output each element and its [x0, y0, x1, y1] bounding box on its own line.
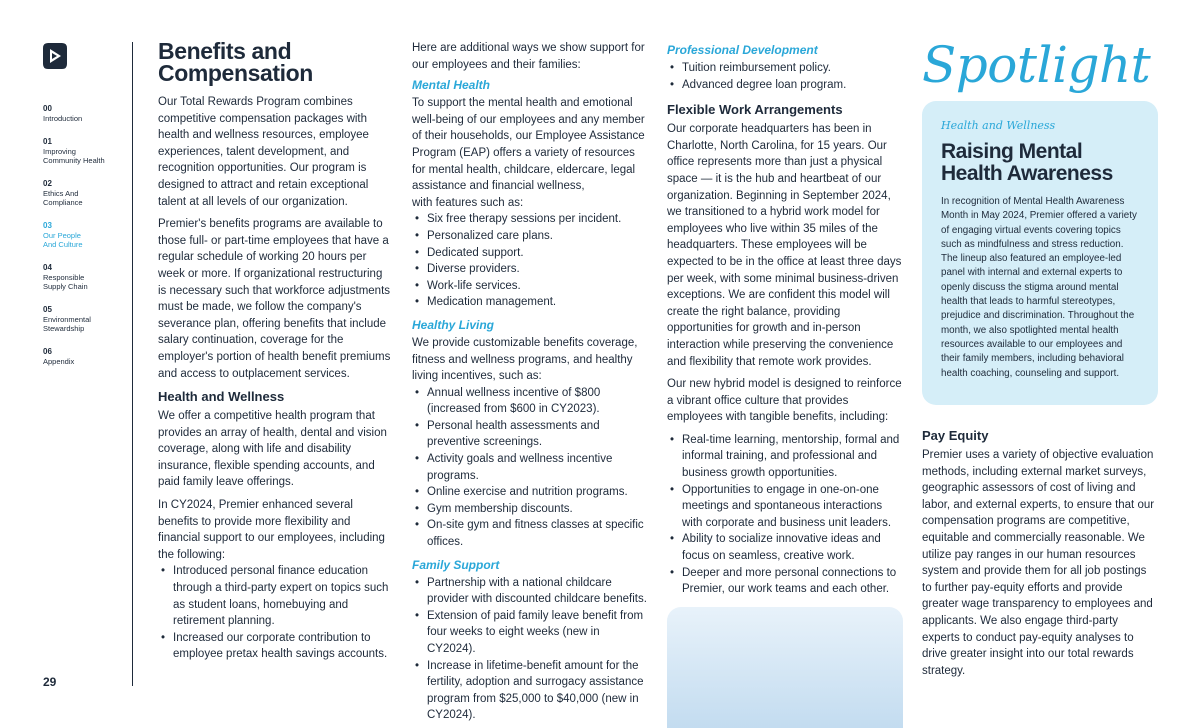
nav-divider — [132, 42, 133, 686]
nav-item-number: 03 — [43, 221, 52, 230]
bullet-list — [158, 563, 392, 663]
nav-item-number: 04 — [43, 263, 52, 272]
nav-item-introduction[interactable] — [43, 104, 133, 123]
bullet-list — [667, 432, 905, 598]
pay-equity-section — [922, 425, 1158, 685]
list-item: • Opportunities to engage in one-on-one meetings and spontaneous interactions with corporate and business unit leaders. — [667, 482, 905, 532]
nav-item-number: 02 — [43, 179, 52, 188]
list-item: • Medication management. — [412, 294, 650, 311]
paragraph: We provide customizable benefits coverage, fitness and wellness programs, and healthy living incentives, such as: — [412, 336, 638, 383]
photo-placeholder — [667, 607, 903, 728]
paragraph: To support the mental health and emotional well-being of our employees and any member of their households, our Employee Assistance Program (EAP) offers a variety of resources for mental health, childcare, eldercare, legal assistance and financial wellness, — [412, 97, 645, 193]
nav-item-label: Ethics And Compliance — [43, 189, 83, 207]
development-column — [667, 40, 905, 604]
list-item: • Gym membership discounts. — [412, 501, 650, 518]
list-item: • Personal health assessments and preventive screenings. — [412, 418, 650, 451]
nav-item-improving-community-health[interactable] — [43, 137, 133, 165]
spotlight-heading: Raising Mental Health Awareness — [941, 140, 1113, 185]
list-item: • Activity goals and wellness incentive programs. — [412, 451, 650, 484]
paragraph: Our new hybrid model is designed to reinforce a vibrant office culture that provides employees with tangible benefits, including: — [667, 378, 902, 424]
section-heading: Family Support — [412, 557, 500, 572]
premier-logo-icon[interactable] — [42, 42, 68, 70]
nav-item-environmental-stewardship[interactable] — [43, 305, 133, 333]
nav-item-number: 01 — [43, 137, 52, 146]
paragraph: Our corporate headquarters has been in Charlotte, North Carolina, for 15 years. Our office represents more than just a physical space — it is the hub and heartbeat of our organization. Beginning in September 2024, we transitioned to a hybrid work model for employees who live within 35 miles of the headquarters. These employees will be expected to be in the office at least three days per week, with some minimal business-driven exceptions. We are confident this model will create the right balance, providing opportunities for growth and in-person interaction while preserving the convenience and flexibility that remote work provides. — [667, 123, 902, 368]
paragraph: In CY2024, Premier enhanced several benefits to provide more flexibility and financial support to our employees, including the following: — [158, 499, 385, 561]
list-item: • Work-life services. — [412, 278, 650, 295]
nav-item-label: Introduction — [43, 114, 83, 123]
paragraph: Premier uses a variety of objective evaluation methods, including external market surveys, geographic assessors of cost of living and labor, and external experts, to ensure that our compensation programs are competitive, equitable and commercially reasonable. We utilize pay ranges in our human resources system and provide them for all job postings to further pay-equity efforts and provide greater wage transparency to employees and applicants. We also engage third-party experts to conduct pay-equity analyses to drive greater insight into our total rewards strategy. — [922, 449, 1155, 677]
list-item: • Increase in lifetime-benefit amount for the fertility, adoption and surrogacy assistance program from $25,000 to $40,000 (new in CY2024). — [412, 658, 650, 724]
nav-item-number: 00 — [43, 104, 52, 113]
nav-item-number: 06 — [43, 347, 52, 356]
spotlight-body: In recognition of Mental Health Awareness Month in May 2024, Premier offered a variety of engaging virtual events covering topics such as mindfulness and stress reduction. The lineup also featured an employee-led panel with internal and external experts to openly discuss the stigma around mental health that leads to harmful stereotypes, prejudice and discrimination. Throughout the month, we also spotlighted mental health resources available to our employees and their family members, including behavioral health coaching, counseling and support. — [941, 196, 1137, 379]
nav-item-label: Environmental Stewardship — [43, 315, 91, 333]
nav-item-label: Our People And Culture — [43, 231, 83, 249]
section-nav — [43, 104, 133, 380]
nav-item-responsible-supply-chain[interactable] — [43, 263, 133, 291]
list-item: • Deeper and more personal connections to Premier, our work teams and each other. — [667, 565, 905, 598]
bullet-list — [412, 575, 650, 724]
list-item: • Online exercise and nutrition programs. — [412, 484, 650, 501]
list-item: • Advanced degree loan program. — [667, 77, 905, 94]
list-item: • Ability to socialize innovative ideas and focus on seamless, creative work. — [667, 531, 905, 564]
nav-item-label: Improving Community Health — [43, 147, 105, 165]
bullet-list — [412, 385, 650, 551]
paragraph: Our Total Rewards Program combines competitive compensation packages with health and wellness resources, employee experiences, talent development, and recognition opportunities. Our program is designed to attract and retain exceptional talent at all levels of our organization. — [158, 96, 369, 208]
section-heading: Pay Equity — [922, 428, 989, 443]
spotlight-card — [922, 101, 1158, 405]
section-heading: Mental Health — [412, 78, 491, 93]
section-heading: Healthy Living — [412, 317, 495, 332]
page-title: Benefits and Compensation — [158, 38, 313, 86]
paragraph: We offer a competitive health program that provides an array of health, dental and vision coverage, along with life and disability insurance, flexible spending accounts, and paid family leave offerings. — [158, 410, 387, 489]
list-item: • Partnership with a national childcare provider with discounted childcare benefits. — [412, 575, 650, 608]
list-item: • Diverse providers. — [412, 261, 650, 278]
section-heading: Flexible Work Arrangements — [667, 102, 843, 118]
spotlight-kicker: Health and Wellness — [941, 119, 1056, 132]
list-item: • Real-time learning, mentorship, formal and informal training, and professional and business growth opportunities. — [667, 432, 905, 482]
page-number: 29 — [43, 675, 57, 689]
bullet-list — [667, 60, 905, 93]
bullet-list — [412, 211, 650, 311]
section-heading: Health and Wellness — [158, 389, 285, 405]
list-item: • Personalized care plans. — [412, 228, 650, 245]
list-item: • Annual wellness incentive of $800 (increased from $600 in CY2023). — [412, 385, 650, 418]
support-column — [412, 40, 650, 728]
spotlight-title: Spotlight — [922, 36, 1151, 94]
paragraph: Premier's benefits programs are available to those full- or part-time employees that have a regular schedule of working 20 hours per week or more. If organizational restructuring is necessary such that workforce adjustments must be made, we follow the company's severance plan, offering benefits that include salary continuation, coverage for the employer's portion of health benefit premiums and access to outplacement services. — [158, 218, 391, 380]
benefits-column — [158, 40, 392, 669]
nav-item-label: Responsible Supply Chain — [43, 273, 88, 291]
list-item: • Increased our corporate contribution to employee pretax health savings accounts. — [158, 630, 392, 663]
list-item: • Extension of paid family leave benefit from four weeks to eight weeks (new in CY2024). — [412, 608, 650, 658]
nav-item-ethics-and-compliance[interactable] — [43, 179, 133, 207]
nav-item-our-people-and-culture[interactable] — [43, 221, 133, 249]
list-item: • Introduced personal finance education through a third-party expert on topics such as student loans, homebuying and retirement planning. — [158, 563, 392, 629]
section-heading: Professional Development — [667, 43, 818, 57]
list-item: • Six free therapy sessions per incident. — [412, 211, 650, 228]
list-item: • Tuition reimbursement policy. — [667, 60, 905, 77]
nav-item-number: 05 — [43, 305, 52, 314]
paragraph: with features such as: — [412, 196, 524, 209]
list-item: • Dedicated support. — [412, 245, 650, 262]
nav-item-appendix[interactable] — [43, 347, 133, 366]
list-item: • On-site gym and fitness classes at specific offices. — [412, 517, 650, 550]
nav-item-label: Appendix — [43, 357, 75, 366]
paragraph: Here are additional ways we show support for our employees and their families: — [412, 42, 645, 71]
